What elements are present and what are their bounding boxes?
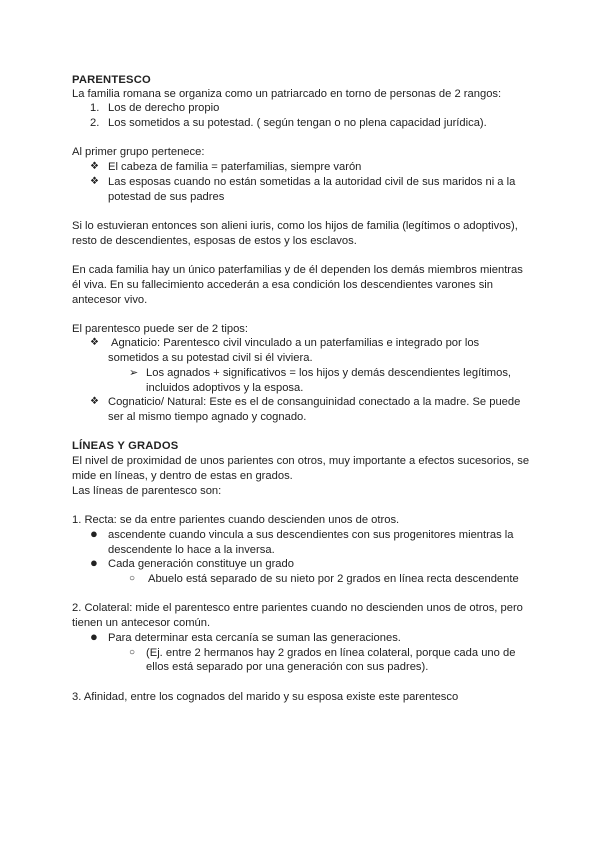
- list-item-continuation: potestad de sus padres: [108, 191, 225, 203]
- diamond-bullet-icon: ❖: [90, 161, 99, 172]
- heading-parentesco: PARENTESCO: [72, 74, 151, 86]
- sub-list-item: Abuelo está separado de su nieto por 2 grados en línea recta descendente: [148, 573, 519, 585]
- diamond-bullet-icon: ❖: [90, 337, 99, 348]
- circle-bullet-icon: ○: [129, 647, 136, 658]
- sub-list-item-continuation: incluidos adoptivos y la esposa.: [146, 382, 304, 394]
- recta-title: 1. Recta: se da entre parientes cuando descienden unos de otros.: [72, 514, 400, 526]
- list-item-continuation: ser al mismo tiempo agnado y cognado.: [108, 411, 307, 423]
- list-item-continuation: sometidos a su potestad civil si él viviera.: [108, 352, 313, 364]
- paragraph-line: El nivel de proximidad de unos parientes con otros, muy importante a efectos sucesorios, se: [72, 455, 530, 467]
- bullet-icon: ●: [90, 526, 98, 541]
- colateral-title: 2. Colateral: mide el parentesco entre parientes cuando no descienden unos de otros, pero: [72, 602, 523, 614]
- diamond-bullet-icon: ❖: [90, 396, 99, 407]
- group-intro: Al primer grupo pertenece:: [72, 146, 205, 158]
- bullet-icon: ●: [90, 629, 98, 644]
- circle-bullet-icon: ○: [129, 573, 136, 584]
- arrow-bullet-icon: ➢: [129, 367, 139, 379]
- afinidad-title: 3. Afinidad, entre los cognados del marido y su esposa existe este parentesco: [72, 691, 459, 703]
- sub-list-item: (Ej. entre 2 hermanos hay 2 grados en línea colateral, porque cada uno de: [146, 647, 516, 659]
- heading-lineas-y-grados: LÍNEAS Y GRADOS: [72, 440, 179, 452]
- list-number: 1.: [90, 102, 100, 114]
- paragraph-line: En cada familia hay un único paterfamilias y de él dependen los demás miembros mientras: [72, 264, 523, 276]
- list-item: Agnaticio: Parentesco civil vinculado a un paterfamilias e integrado por los: [111, 337, 480, 349]
- tipos-intro: El parentesco puede ser de 2 tipos:: [72, 323, 249, 335]
- list-item: Los sometidos a su potestad. ( según tengan o no plena capacidad jurídica).: [108, 117, 487, 129]
- list-item: ascendente cuando vincula a sus descendientes con sus progenitores mientras la: [108, 529, 514, 541]
- colateral-title-continuation: tienen un antecesor común.: [72, 617, 211, 629]
- paragraph-line: él viva. En su fallecimiento accederán a esa condición los descendientes varones sin: [72, 279, 494, 291]
- diamond-bullet-icon: ❖: [90, 176, 99, 187]
- paragraph-line: Si lo estuvieran entonces son alieni iuris, como los hijos de familia (legítimos o adoptivos),: [72, 220, 518, 232]
- list-item: Las esposas cuando no están sometidas a la autoridad civil de sus maridos ni a la: [108, 176, 516, 188]
- sub-list-item: Los agnados + significativos = los hijos y demás descendientes legítimos,: [146, 367, 512, 379]
- list-item-continuation: descendente lo hace a la inversa.: [108, 544, 275, 556]
- list-item: Para determinar esta cercanía se suman las generaciones.: [108, 632, 401, 644]
- sub-list-item-continuation: ellos está separado por una generación con sus padres).: [146, 661, 429, 673]
- list-item: Los de derecho propio: [108, 102, 220, 114]
- list-item: Cada generación constituye un grado: [108, 558, 294, 570]
- bullet-icon: ●: [90, 555, 98, 570]
- parentesco-intro: La familia romana se organiza como un patriarcado en torno de personas de 2 rangos:: [72, 88, 502, 100]
- list-number: 2.: [90, 117, 100, 129]
- list-item: El cabeza de familia = paterfamilias, siempre varón: [108, 161, 362, 173]
- paragraph-line: resto de descendientes, esposas de estos y los esclavos.: [72, 235, 357, 247]
- paragraph-line: antecesor vivo.: [72, 294, 148, 306]
- list-item: Cognaticio/ Natural: Este es el de consanguinidad conectado a la madre. Se puede: [108, 396, 521, 408]
- paragraph-line: mide en líneas, y dentro de estas en grados.: [72, 470, 293, 482]
- paragraph-line: Las líneas de parentesco son:: [72, 485, 222, 497]
